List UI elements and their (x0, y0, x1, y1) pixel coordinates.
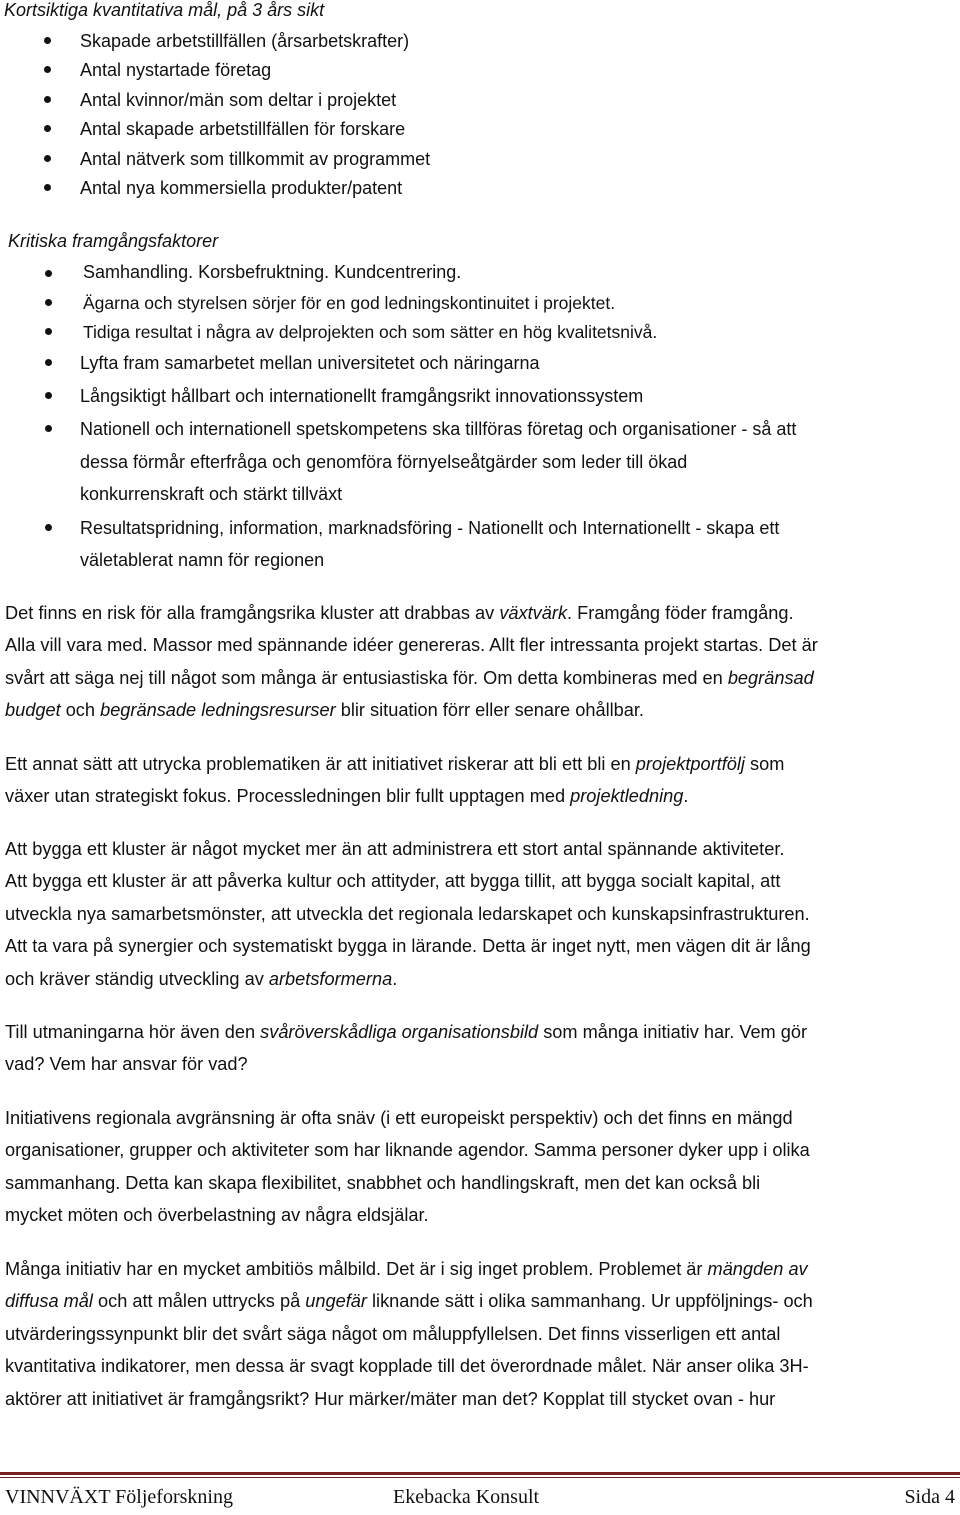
paragraph-line (5, 1318, 955, 1350)
paragraph-line (5, 1016, 955, 1048)
paragraph-p2 (5, 748, 955, 813)
paragraph-line (5, 1383, 955, 1415)
text-segment: utvärderingssynpunkt blir det svårt säga något om måluppfyllelsen. Det finns visserligen ett antal (5, 1323, 781, 1344)
text-segment: sammanhang. Detta kan skapa flexibilitet, snabbhet och handlingskraft, men det kan också bli (5, 1172, 761, 1193)
list-item: väletablerat namn för regionen (80, 550, 325, 570)
paragraph-line (5, 833, 955, 865)
list-item: Samhandling. Korsbefruktning. Kundcentrering. (83, 262, 462, 282)
bullet-dot (45, 270, 52, 277)
paragraph-p5 (5, 1102, 955, 1232)
text-segment: organisationer, grupper och aktiviteter som har liknande agendor. Samma personer dyker upp i olika (5, 1140, 810, 1161)
paragraph-line (5, 629, 955, 661)
list-item: Tidiga resultat i några av delprojekten och som sätter en hög kvalitetsnivå. (83, 322, 658, 342)
italic-text: begränsade ledningsresurser (100, 700, 336, 721)
paragraph-line (5, 1167, 955, 1199)
section-heading-short-term-goals: Kortsiktiga kvantitativa mål, på 3 års sikt (4, 0, 325, 20)
bullet-dot (44, 184, 51, 191)
text-segment: Initiativens regionala avgränsning är ofta snäv (i ett europeiskt perspektiv) och det finns en mängd (5, 1108, 793, 1128)
list-item: dessa förmår efterfråga och genomföra förnyelseåtgärder som leder till ökad (80, 452, 688, 472)
bullet-dot (45, 425, 52, 432)
list-item: Antal kvinnor/män som deltar i projektet (80, 89, 397, 110)
text-segment: och (60, 700, 101, 721)
paragraph-line (5, 1134, 955, 1166)
text-segment: blir situation förr eller senare ohållbar. (335, 700, 644, 721)
text-segment: Ett annat sätt att utrycka problematiken är att initiativet riskerar att bli ett bli en (5, 754, 636, 774)
footer-center-text: Ekebacka Konsult (393, 1486, 540, 1508)
paragraph-line (5, 1199, 955, 1231)
italic-text: ungefär (305, 1291, 367, 1312)
text-segment: . Framgång föder framgång. (567, 603, 794, 623)
bullet-dot (44, 125, 51, 132)
text-segment: som (744, 754, 785, 774)
paragraph-line (5, 597, 955, 629)
italic-text: projektledning (570, 786, 684, 807)
text-segment: Till utmaningarna hör även den (5, 1022, 261, 1042)
italic-text: arbetsformerna (268, 968, 393, 989)
list-item: Nationell och internationell spetskompetens ska tillföras företag och organisationer - så att (80, 419, 797, 439)
text-segment: utveckla nya samarbetsmönster, att utveckla det regionala ledarskapet och kunskapsinfrastrukturen. (5, 903, 810, 924)
bullet-dot (44, 66, 51, 73)
italic-text: diffusa mål (5, 1291, 93, 1312)
text-segment: Att ta vara på synergier och systematiskt bygga in lärande. Detta är inget nytt, men vägen dit är lång (5, 936, 811, 957)
text-segment: liknande sätt i olika sammanhang. Ur uppföljnings- och (366, 1291, 813, 1312)
bullet-dot (45, 359, 52, 366)
text-segment: Att bygga ett kluster är att påverka kultur och attityder, att bygga tillit, att bygga socialt kapital, att (5, 871, 781, 892)
list-item: Antal nya kommersiella produkter/patent (80, 178, 403, 198)
bullet-dot (45, 328, 52, 335)
bullet-dot (44, 96, 51, 103)
bullet-dot (45, 524, 52, 531)
list-item: Lyfta fram samarbetet mellan universitetet och näringarna (80, 353, 540, 373)
bullet-dot (45, 392, 52, 399)
text-segment: . (683, 786, 689, 807)
text-segment: . (392, 968, 398, 989)
list-item: Antal nätverk som tillkommit av programmet (80, 148, 431, 169)
paragraph-p6 (5, 1253, 955, 1415)
list-item: Antal skapade arbetstillfällen för forskare (80, 119, 406, 140)
italic-text: växtvärk (499, 603, 568, 623)
section-heading-critical-success-factors: Kritiska framgångsfaktorer (8, 231, 219, 251)
paragraph-line (5, 1048, 955, 1080)
text-segment: växer utan strategiskt fokus. Processledningen blir fullt upptagen med (5, 786, 571, 807)
paragraph-p4 (5, 1016, 955, 1081)
bullet-dot (44, 155, 51, 162)
paragraph-line (5, 1350, 955, 1382)
paragraph-line (5, 865, 955, 897)
text-segment: och kräver ständig utveckling av (5, 968, 269, 989)
text-segment: aktörer att initiativet är framgångsrikt? Hur märker/mäter man det? Kopplat till stycket ovan - hur (5, 1388, 776, 1409)
footer-rule-thin (0, 1477, 960, 1478)
footer-page-number: Sida 4 (904, 1486, 955, 1508)
text-segment: Det finns en risk för alla framgångsrika kluster att drabbas av (5, 603, 500, 623)
paragraph-line (5, 963, 955, 995)
paragraph-line (5, 1253, 955, 1285)
italic-text: projektportfölj (635, 754, 745, 774)
italic-text: budget (5, 700, 61, 721)
text-segment: mycket möten och överbelastning av några eldsjälar. (5, 1205, 429, 1226)
footer-rule-thick (0, 1472, 960, 1475)
paragraph-line (5, 780, 955, 812)
italic-text: begränsad (727, 667, 814, 688)
text-segment: Alla vill vara med. Massor med spännande idéer genereras. Allt fler intressanta projekt startas. Det är (5, 635, 818, 656)
paragraph-line (5, 930, 955, 962)
paragraph-line (5, 1285, 955, 1317)
paragraph-line (5, 898, 955, 930)
paragraph-line (5, 694, 955, 726)
paragraph-line (5, 662, 955, 694)
bullet-dot (44, 37, 51, 44)
list-item: Ägarna och styrelsen sörjer för en god ledningskontinuitet i projektet. (83, 293, 616, 313)
list-item: Antal nystartade företag (80, 60, 272, 81)
paragraph-p1 (5, 597, 955, 727)
italic-text: svåröverskådliga organisationsbild (260, 1022, 539, 1042)
list-item: Långsiktigt hållbart och internationellt framgångsrikt innovationssystem (80, 386, 644, 406)
text-segment: som många initiativ har. Vem gör (538, 1022, 808, 1042)
text-segment: Många initiativ har en mycket ambitiös målbild. Det är i sig inget problem. Problemet är (5, 1259, 708, 1279)
list-item: Resultatspridning, information, marknadsföring - Nationellt och Internationellt - skapa ett (80, 518, 780, 538)
paragraph-line (5, 748, 955, 780)
text-segment: kvantitativa indikatorer, men dessa är svagt kopplade till det överordnade målet. När anser olika 3H- (5, 1356, 809, 1377)
text-segment: svårt att säga nej till något som många är entusiastiska för. Om detta kombineras med en (5, 667, 728, 688)
paragraph-line (5, 1102, 955, 1134)
list-item: Skapade arbetstillfällen (årsarbetskrafter) (80, 31, 410, 51)
text-segment: Att bygga ett kluster är något mycket mer än att administrera ett stort antal spännande aktiviteter. (5, 839, 785, 859)
paragraph-p3 (5, 833, 955, 995)
text-segment: och att målen uttrycks på (92, 1291, 306, 1312)
list-item: konkurrenskraft och stärkt tillväxt (80, 484, 343, 504)
footer-left-text: VINNVÄXT Följeforskning (5, 1486, 233, 1508)
text-segment: vad? Vem har ansvar för vad? (5, 1054, 248, 1075)
italic-text: mängden av (707, 1259, 808, 1279)
bullet-dot (45, 299, 52, 306)
